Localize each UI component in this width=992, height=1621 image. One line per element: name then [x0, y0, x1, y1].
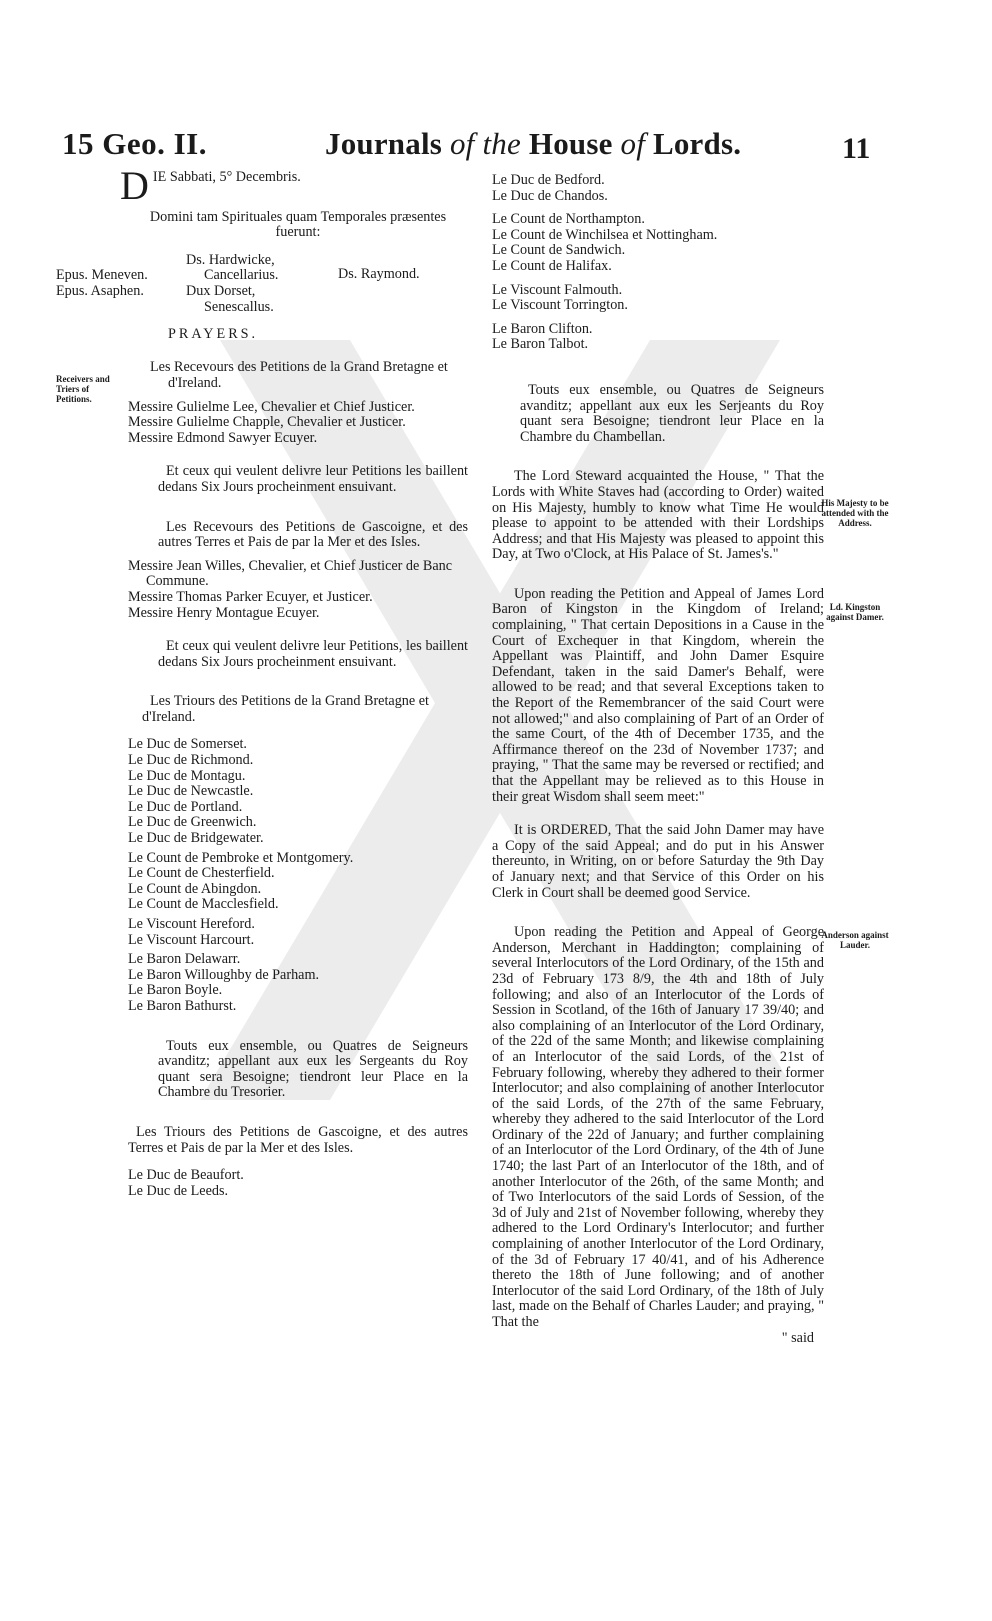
receiver-5: Messire Thomas Parker Ecuyer, et Justicer.: [128, 588, 373, 605]
trier-duke: Le Duc de Beaufort.: [128, 1167, 244, 1184]
triers-gb-counts: [128, 851, 468, 913]
touts-tresorier: Touts eux ensemble, ou Quatres de Seigneurs avanditz; appellant aux eux les Sergeants du Roy quant sera Besoigne; tiendront leur Place en la Chambre du Tresorier.: [158, 1037, 468, 1101]
receiver-2: Messire Gulielme Chapple, Chevalier et Justicer.: [128, 414, 406, 431]
trier-duke: Le Duc de Newcastle.: [128, 783, 254, 800]
kingston-appeal-paragraph: Upon reading the Petition and Appeal of James Lord Baron of Kingston in the Kingdom of Ireland; complaining, " That certain Depositions in a Cause in the Court of Exchequer in that Kingdom, wherein the Appellant was Plaintiff, and John Damer Esquire Defendant, taken in the said Damer's Behalf, were allowed to be read; and that several Exceptions taken to the Report of the Remembrancer of the said Court were not allowed;" and also complaining of Part of an Order of the same Court, of the 4th of December 1735, and the Affirmance thereof on the 23d of November 1737; and praying, " That the same may be reversed or rectified; and that the Appellant may be relieved as to this House in their great Wisdom shall seem meet:": [492, 585, 824, 805]
trier-duke: Le Duc de Somerset.: [128, 736, 247, 753]
margin-note-receivers: Receivers and Triers of Petitions.: [56, 374, 110, 404]
trier-count: Le Count de Chesterfield.: [128, 865, 275, 882]
triers-gascoigne-heading: Les Triours des Petitions de Gascoigne, et des autres Terres et Pais de par la Mer et des Isles.: [128, 1123, 468, 1156]
trier-duke: Le Duc de Chandos.: [492, 187, 608, 204]
raymond: Ds. Raymond.: [338, 265, 420, 282]
page-header: [0, 0, 992, 165]
trier-viscount: Le Viscount Hereford.: [128, 916, 255, 932]
trier-count: Le Count de Halifax.: [492, 257, 612, 274]
trier-viscount: Le Viscount Falmouth.: [492, 281, 623, 298]
prayers-heading: PRAYERS.: [168, 325, 259, 342]
receiver-1: Messire Gulielme Lee, Chevalier et Chief Justicer.: [128, 398, 415, 415]
hardwicke: Ds. Hardwicke, Cancellarius.: [186, 251, 279, 284]
trier-baron: Le Baron Delawarr.: [128, 951, 241, 968]
sitting-date: [120, 163, 468, 208]
trier-duke: Le Duc de Leeds.: [128, 1182, 229, 1199]
trier-count: Le Count de Sandwich.: [492, 242, 626, 259]
trier-baron: Le Baron Willoughby de Parham.: [128, 966, 320, 983]
title-journals: Journals: [325, 126, 443, 161]
receivers-gascoigne-list: [128, 559, 468, 621]
receivers-gb-heading: Les Recevours des Petitions de la Grand Bretagne et d'Ireland.: [150, 359, 448, 391]
trier-duke: Le Duc de Bridgewater.: [128, 830, 264, 847]
trier-baron: Le Baron Talbot.: [492, 336, 589, 353]
right-viscounts: [492, 283, 824, 314]
six-days-1: Et ceux qui veulent delivre leur Petitions les baillent dedans Six Jours procheinment ensuivant.: [158, 463, 468, 495]
trier-count: Le Count de Winchilsea et Nottingham.: [492, 226, 718, 243]
epus-asaphen: Epus. Asaphen.: [56, 282, 144, 299]
trier-duke: Le Duc de Greenwich.: [128, 814, 257, 831]
trier-duke: Le Duc de Bedford.: [492, 172, 605, 188]
triers-gb-dukes: [128, 737, 468, 846]
running-title: [325, 126, 741, 162]
six-days-2: Et ceux qui veulent delivre leur Petitions, les baillent dedans Six Jours procheinment ensuivant.: [158, 638, 468, 670]
title-house: House: [528, 126, 613, 161]
trier-count: Le Count de Northampton.: [492, 211, 645, 228]
title-of: of: [620, 126, 646, 161]
dropcap: D: [120, 163, 149, 208]
lords-present: [56, 251, 468, 323]
date-text: IE Sabbati, 5° Decembris.: [152, 169, 301, 185]
margin-note-kingston: Ld. Kingston against Damer.: [826, 602, 884, 622]
triers-gascoigne-dukes: [128, 1168, 468, 1199]
trier-viscount: Le Viscount Torrington.: [492, 297, 628, 314]
regnal-year: 15 Geo. II.: [62, 126, 207, 161]
touts-chambellan: Touts eux ensemble, ou Quatres de Seigneurs avanditz; appellant aux eux les Serjeants du Roy quant sera Besoigne; tiendront leur Place en la Chambre du Chambellan.: [520, 381, 824, 445]
receiver-4: Messire Jean Willes, Chevalier, et Chief Justicer de Banc Commune.: [128, 557, 453, 590]
trier-duke: Le Duc de Richmond.: [128, 752, 254, 769]
trier-count: Le Count de Abingdon.: [128, 880, 262, 897]
title-lords: Lords.: [652, 126, 742, 161]
trier-duke: Le Duc de Portland.: [128, 798, 243, 815]
receivers-gb-list: [128, 400, 468, 447]
trier-baron: Le Baron Bathurst.: [128, 997, 237, 1014]
anderson-appeal-paragraph: Upon reading the Petition and Appeal of George Anderson, Merchant in Haddington; complaining of several Interlocutors of the Lord Ordinary, of the 15th and 23d of February 173 8/9, the 4th and 18th of July following; and also of an Interlocutor of the Lords of Session in Scotland, of the 16th of January 17 39/40; and also complaining of an Interlocutor of the Lord Ordinary, of the 22d of the same Month; and likewise complaining of an Interlocutor of the said Lords, of the 21st of February following, whereby they adhered to their former Interlocutor; and also complaining of another Interlocutor of the said Lords, of the 27th of the same February, whereby they adhered to the said Interlocutor of the Lord Ordinary of the 22d of January; and further complaining of an Interlocutor of the Lord Ordinary, of the 4th of June 1740; the last Part of an Interlocutor of the 18th, and of another Interlocutor of the 26th, of the same Month; and of Two Interlocutors of the said Lords of Session, of the 3d of July and 21st of November following, whereby they adhered to the Lord Ordinary's Interlocutor; and further complaining of another Interlocutor of the Lord Ordinary, of the 3d of February 17 40/41, and of his Adherence thereto the 18th of June following; and of another Interlocutor of the said Lord Ordinary, of the 18th of July last, made on the Behalf of Charles Lauder; and praying, " That the: [492, 924, 824, 1330]
title-of-the: of the: [449, 126, 521, 161]
margin-note-majesty: His Majesty to be attended with the Address.: [821, 498, 889, 528]
presence-officers: [186, 253, 326, 315]
right-dukes: [492, 173, 824, 204]
epus-meneven: Epus. Meneven.: [56, 266, 148, 283]
right-counts: [492, 212, 824, 274]
lord-steward-paragraph: The Lord Steward acquainted the House, " That the Lords with White Staves had (according to Order) waited on His Majesty, humbly to know what Time He would please to appoint to be attended with their Lordships Address; and that His Majesty was pleased to appoint this Day, at Two o'Clock, at His Palace of St. James's.": [492, 468, 824, 563]
catchword: " said: [781, 1329, 814, 1346]
triers-gb-viscounts: [128, 917, 468, 948]
receiver-6: Messire Henry Montague Ecuyer.: [128, 604, 320, 621]
trier-viscount: Le Viscount Harcourt.: [128, 931, 255, 948]
page-number: 11: [842, 132, 871, 165]
triers-gb-barons: [128, 952, 468, 1014]
triers-gb-heading: Les Triours des Petitions de la Grand Bretagne et d'Ireland.: [142, 693, 429, 725]
trier-duke: Le Duc de Montagu.: [128, 767, 246, 784]
order-paragraph: It is ORDERED, That the said John Damer may have a Copy of the said Appeal; and do put in his Answer thereunto, in Writing, on or before Saturday the 9th Day of January next; and that Service of this Order on his Clerk in Court shall be deemed good Service.: [492, 822, 824, 901]
receivers-gascoigne-heading: Les Recevours des Petitions de Gascoigne, et des autres Terres et Pais de par la Mer et des Isles.: [158, 518, 468, 551]
right-column: [492, 173, 824, 1346]
trier-baron: Le Baron Clifton.: [492, 320, 593, 337]
trier-baron: Le Baron Boyle.: [128, 982, 223, 999]
right-barons: [492, 322, 824, 353]
receiver-3: Messire Edmond Sawyer Ecuyer.: [128, 429, 318, 446]
domini-line: Domini tam Spirituales quam Temporales præsentes fuerunt:: [149, 208, 447, 241]
trier-count: Le Count de Pembroke et Montgomery.: [128, 849, 354, 866]
trier-count: Le Count de Macclesfield.: [128, 896, 279, 913]
margin-note-anderson: Anderson against Lauder.: [821, 930, 889, 950]
dorset: Dux Dorset, Senescallus.: [186, 282, 274, 315]
